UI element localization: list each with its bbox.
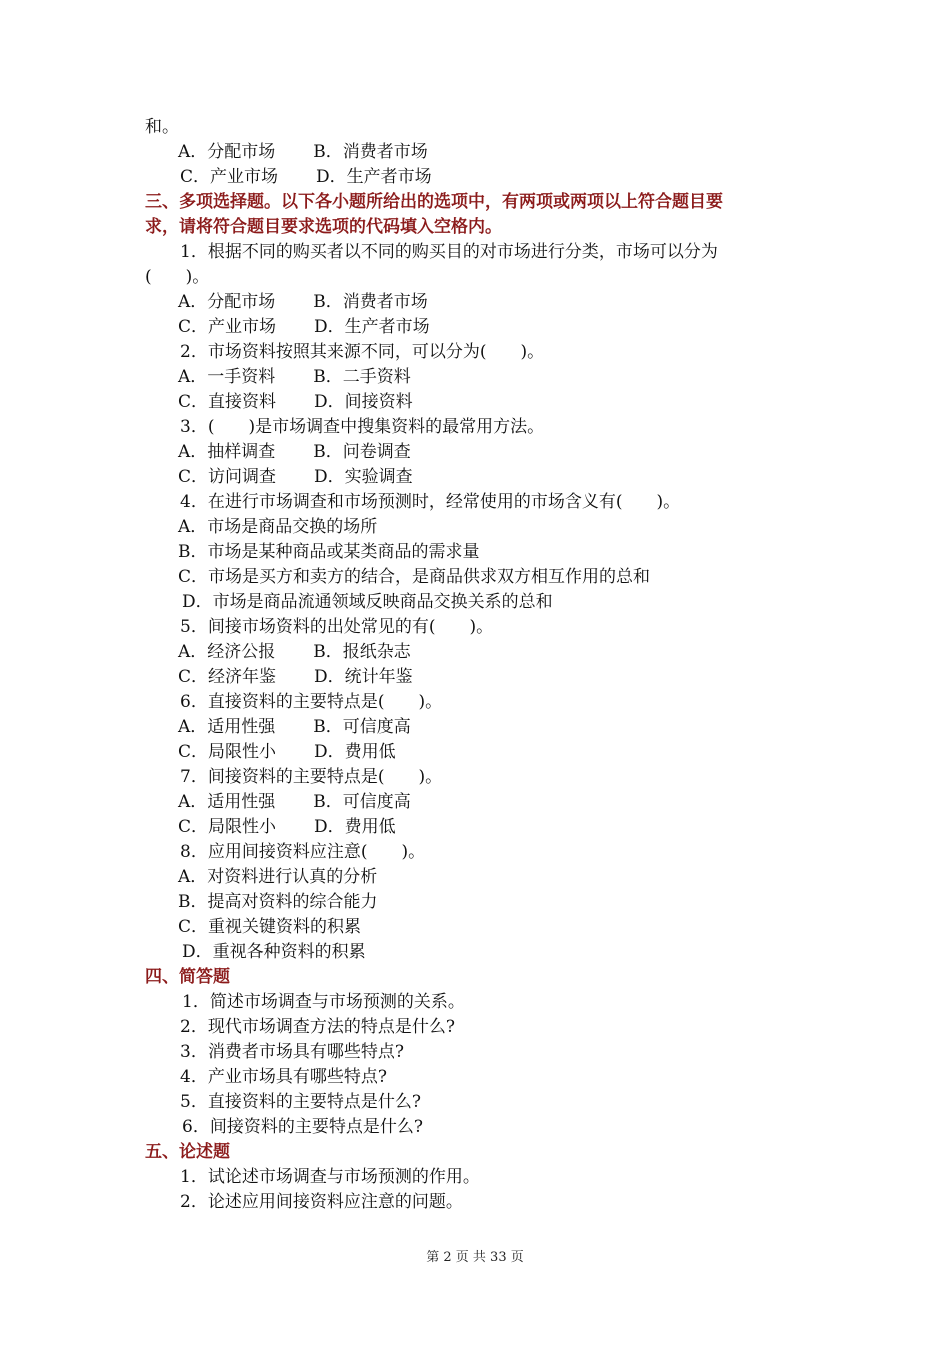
question: 5．间接市场资料的出处常见的有( )。	[180, 617, 494, 637]
section-title: 三、多项选择题。以下各小题所给出的选项中，有两项或两项以上符合题目要	[145, 192, 723, 212]
option-d: D．费用低	[314, 742, 396, 762]
option-row	[178, 715, 411, 739]
option-line: C．市场是买方和卖方的结合，是商品供求双方相互作用的总和	[178, 567, 651, 587]
option-a: A．经济公报	[178, 642, 276, 662]
option-d: D．费用低	[314, 817, 396, 837]
option-line: D．重视各种资料的积累	[182, 942, 366, 962]
section-title-cont: 求，请将符合题目要求选项的代码填入空格内。	[145, 217, 502, 237]
option-d: D．统计年鉴	[314, 667, 413, 687]
option-line: A．市场是商品交换的场所	[178, 517, 378, 537]
section-title: 四、简答题	[145, 967, 230, 987]
option-a: A．一手资料	[178, 367, 276, 387]
option-c: C．产业市场	[178, 317, 277, 337]
question-cont: ( )。	[145, 267, 210, 287]
option-b: B．可信度高	[313, 792, 411, 812]
option-b: B．消费者市场	[313, 142, 428, 162]
question: 3．( )是市场调查中搜集资料的最常用方法。	[180, 417, 545, 437]
option-a: A．分配市场	[178, 292, 276, 312]
option-row	[178, 140, 428, 164]
option-c: C．访问调查	[178, 467, 277, 487]
option-b: B．报纸杂志	[313, 642, 411, 662]
question: 6．直接资料的主要特点是( )。	[180, 692, 443, 712]
option-d: D．实验调查	[314, 467, 413, 487]
option-b: B．可信度高	[313, 717, 411, 737]
text-line: 和。	[145, 117, 179, 137]
option-row	[178, 665, 413, 689]
section-title: 五、论述题	[145, 1142, 230, 1162]
option-c: C．产业市场	[180, 167, 279, 187]
option-line: B．市场是某种商品或某类商品的需求量	[178, 542, 480, 562]
option-c: C．局限性小	[178, 742, 277, 762]
question: 2．现代市场调查方法的特点是什么?	[180, 1017, 455, 1037]
question: 2．市场资料按照其来源不同，可以分为( )。	[180, 342, 545, 362]
question: 6．间接资料的主要特点是什么?	[182, 1117, 423, 1137]
option-row	[178, 290, 428, 314]
option-b: B．二手资料	[313, 367, 411, 387]
question: 1．试论述市场调查与市场预测的作用。	[180, 1167, 480, 1187]
option-line: B．提高对资料的综合能力	[178, 892, 378, 912]
option-row	[178, 465, 413, 489]
option-row	[178, 790, 411, 814]
option-line: D．市场是商品流通领域反映商品交换关系的总和	[182, 592, 553, 612]
option-a: A．分配市场	[178, 142, 276, 162]
option-row	[178, 815, 396, 839]
question: 2．论述应用间接资料应注意的问题。	[180, 1192, 463, 1212]
question: 3．消费者市场具有哪些特点?	[180, 1042, 404, 1062]
option-row	[178, 740, 396, 764]
question: 4．产业市场具有哪些特点?	[180, 1067, 387, 1087]
question: 1．根据不同的购买者以不同的购买目的对市场进行分类，市场可以分为	[180, 242, 718, 262]
option-d: D．生产者市场	[314, 317, 430, 337]
page-footer: 第 2 页 共 33 页	[426, 1250, 524, 1265]
question: 1．简述市场调查与市场预测的关系。	[182, 992, 465, 1012]
option-a: A．抽样调查	[178, 442, 276, 462]
option-row	[178, 390, 413, 414]
question: 8．应用间接资料应注意( )。	[180, 842, 426, 862]
option-row	[178, 640, 411, 664]
option-c: C．经济年鉴	[178, 667, 277, 687]
option-d: D．生产者市场	[316, 167, 432, 187]
question: 7．间接资料的主要特点是( )。	[180, 767, 443, 787]
option-d: D．间接资料	[314, 392, 413, 412]
option-line: C．重视关键资料的积累	[178, 917, 362, 937]
question: 4．在进行市场调查和市场预测时，经常使用的市场含义有( )。	[180, 492, 681, 512]
option-row	[180, 165, 432, 189]
question: 5．直接资料的主要特点是什么?	[180, 1092, 421, 1112]
option-line: A．对资料进行认真的分析	[178, 867, 378, 887]
option-a: A．适用性强	[178, 792, 276, 812]
option-b: B．消费者市场	[313, 292, 428, 312]
option-b: B．问卷调查	[313, 442, 411, 462]
option-row	[178, 440, 411, 464]
option-a: A．适用性强	[178, 717, 276, 737]
option-row	[178, 365, 411, 389]
option-row	[178, 315, 430, 339]
option-c: C．局限性小	[178, 817, 277, 837]
option-c: C．直接资料	[178, 392, 277, 412]
